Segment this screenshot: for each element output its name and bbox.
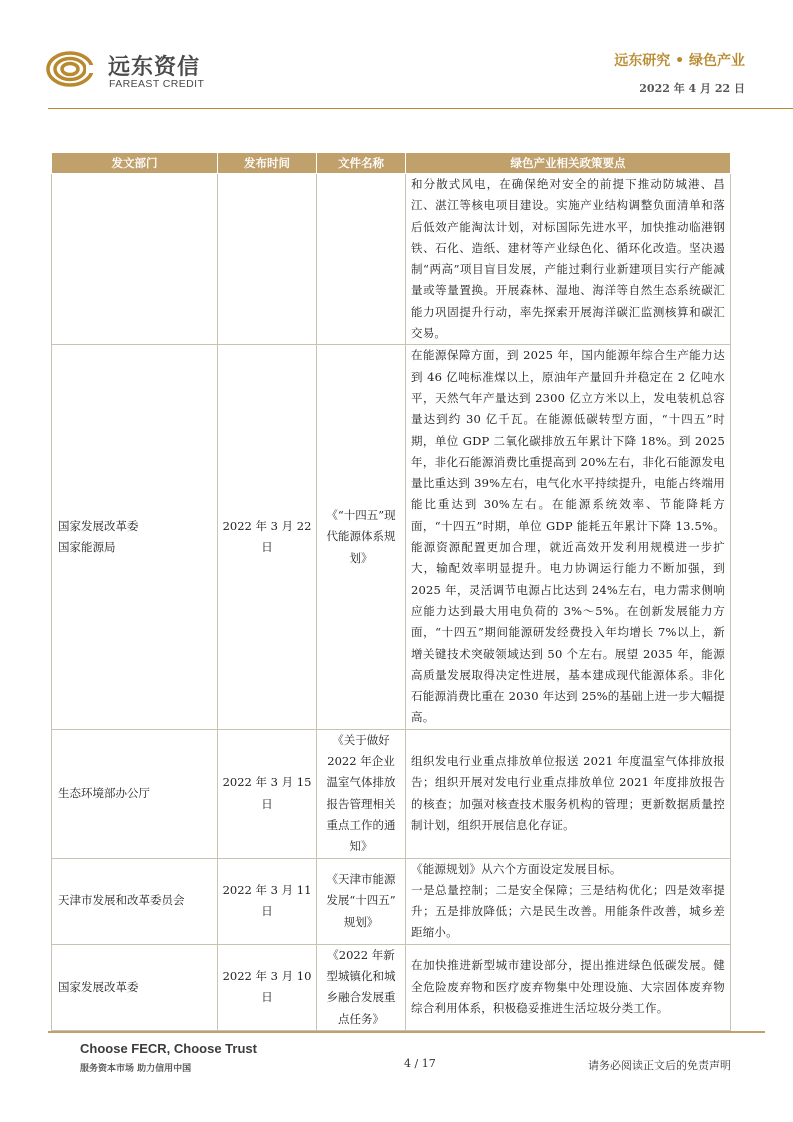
date-cell: 2022 年 3 月 22 日 [218, 345, 317, 729]
policy-table [51, 152, 731, 1031]
column-header-points: 绿色产业相关政策要点 [406, 153, 731, 174]
table-row [52, 345, 731, 729]
dept-cell: 国家发展改革委 国家能源局 [52, 345, 218, 729]
logo-name: 远东资信 [108, 55, 201, 80]
points-cell: 组织发电行业重点排放单位报送 2021 年度温室气体排放报告；组织开展对发电行业重点排放单位 2021 年度排放报告的核查；加强对核查技术服务机构的管理；更新数据质量控制计划，组织开展信息化存证。 [406, 729, 731, 858]
report-series: 远东研究 • 绿色产业 [614, 53, 745, 69]
dept-cell [52, 174, 218, 345]
date-cell: 2022 年 3 月 11 日 [218, 858, 317, 944]
points-cell: 在能源保障方面，到 2025 年，国内能源年综合生产能力达到 46 亿吨标准煤以上，原油年产量回升并稳定在 2 亿吨水平，天然气年产量达到 2300 亿立方米以上，发电装机总容量达到约 30 亿千瓦。在能源低碳转型方面，“十四五”时期，单位 GDP 二氧化碳排放五年累计下降 18%。到 2025 年，非化石能源消费比重提高到 20%左右，非化石能源发电量比重达到 39%左右，电气化水平持续提升，电能占终端用能比重达到 30%左右。在能源系统效率、节能降耗方面，“十四五”时期，单位 GDP 能耗五年累计下降 13.5%。能源资源配置更加合理，就近高效开发利用规模进一步扩大，输配效率明显提升。电力协调运行能力不断加强，到 2025 年，灵活调节电源占比达到 24%左右，电力需求侧响应能力达到最大用电负荷的 3%～5%。在创新发展能力方面，“十四五”期间能源研发经费投入年均增长 7%以上，新增关键技术突破领域达到 50 个左右。展望 2035 年，能源高质量发展取得决定性进展，基本建成现代能源体系。非化石能源消费比重在 2030 年达到 25%的基础上进一步大幅提高。 [406, 345, 731, 729]
doc-cell: 《天津市能源 发展“十四五” 规划》 [317, 858, 406, 944]
logo-english-name: FAREAST CREDIT [109, 78, 205, 90]
date-cell: 2022 年 3 月 15 日 [218, 729, 317, 858]
dept-cell: 天津市发展和改革委员会 [52, 858, 218, 944]
footer-divider [48, 1031, 765, 1033]
date-cell [218, 174, 317, 345]
footer-tagline: 服务资本市场 助力信用中国 [80, 1064, 192, 1074]
table-row [52, 174, 731, 345]
doc-cell: 《2022 年新 型城镇化和城 乡融合发展重 点任务》 [317, 944, 406, 1030]
points-cell: 和分散式风电，在确保绝对安全的前提下推动防城港、昌江、湛江等核电项目建设。实施产业结构调整负面清单和落后低效产能淘汰计划，对标国际先进水平，加快推动临港钢铁、石化、造纸、建材等产业绿色化、循环化改造。坚决遏制“两高”项目盲目发展，产能过剩行业新建项目实行产能减量或等量置换。开展森林、湿地、海洋等自然生态系统碳汇能力巩固提升行动，率先探索开展海洋碳汇监测核算和碳汇交易。 [406, 174, 731, 345]
doc-cell: 《“十四五”现 代能源体系规 划》 [317, 345, 406, 729]
fareast-credit-logo-icon [46, 48, 102, 90]
header-divider [48, 108, 793, 109]
date-cell: 2022 年 3 月 10 日 [218, 944, 317, 1030]
page-header [0, 0, 793, 115]
column-header-doc: 文件名称 [317, 153, 406, 174]
doc-cell [317, 174, 406, 345]
column-header-date: 发布时间 [218, 153, 317, 174]
page-number: 4 / 17 [404, 1057, 436, 1070]
table-row [52, 858, 731, 944]
dept-cell: 生态环境部办公厅 [52, 729, 218, 858]
points-cell: 《能源规划》从六个方面设定发展目标。 一是总量控制；二是安全保障；三是结构优化；四是效率提升；五是排放降低；六是民生改善。用能条件改善，城乡差距缩小。 [406, 858, 731, 944]
points-cell: 在加快推进新型城市建设部分，提出推进绿色低碳发展。健全危险废弃物和医疗废弃物集中处理设施、大宗固体废弃物综合利用体系，积极稳妥推进生活垃圾分类工作。 [406, 944, 731, 1030]
doc-cell: 《关于做好 2022 年企业 温室气体排放 报告管理相关 重点工作的通 知》 [317, 729, 406, 858]
table-row [52, 944, 731, 1030]
footer-slogan: Choose FECR, Choose Trust [80, 1041, 257, 1056]
table-row [52, 729, 731, 858]
column-header-dept: 发文部门 [52, 153, 218, 174]
footer-disclaimer: 请务必阅读正文后的免责声明 [588, 1059, 731, 1072]
table-header-row [52, 153, 731, 174]
dept-cell: 国家发展改革委 [52, 944, 218, 1030]
report-date: 2022 年 4 月 22 日 [639, 82, 745, 95]
